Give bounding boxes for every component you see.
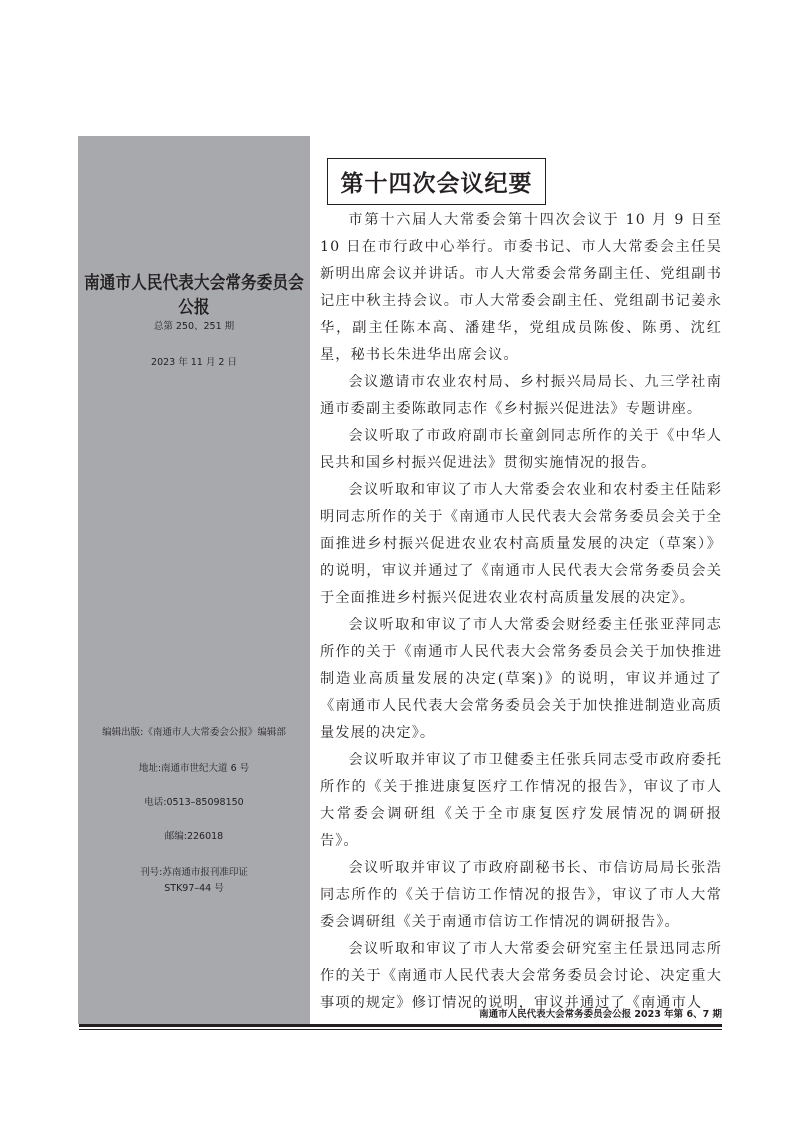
article-paragraph: 会议邀请市农业农村局、乡村振兴局局长、九三学社南通市委副主委陈敢同志作《乡村振兴促进法》专题讲座。: [320, 374, 722, 417]
colophon-editor: 编辑出版:《南通市人大常委会公报》编辑部: [102, 727, 286, 738]
running-footer: 南通市人民代表大会常务委员会公报 2023 年第 6、7 期: [479, 1009, 722, 1020]
article-title-box: [327, 158, 546, 205]
footer-rule-thick: [79, 1024, 722, 1027]
article-paragraph: 市第十六届人大常委会第十四次会议于 10 月 9 日至 10 日在市行政中心举行。市委书记、市人大常委会主任吴新明出席会议并讲话。市人大常委会常务副主任、党组副书记庄中秋主持会议。市人大常委会副主任、党组副书记姜永华，副主任陈本高、潘建华，党组成员陈俊、陈勇、沈红星，秘书长朱进华出席会议。: [320, 212, 722, 363]
article-paragraph: 会议听取和审议了市人大常委会研究室主任景迅同志所作的关于《南通市人民代表大会常务委员会讨论、决定重大事项的规定》修订情况的说明，审议并通过了《南通市人: [320, 941, 722, 1011]
article-paragraph: 会议听取了市政府副市长童剑同志所作的关于《中华人民共和国乡村振兴促进法》贯彻实施情况的报告。: [320, 428, 722, 471]
colophon-phone: 电话:0513–85098150: [144, 797, 244, 808]
colophon-permit: 刊号:苏南通市报刊准印证: [140, 867, 248, 878]
issue-date: 2023 年 11 月 2 日: [151, 357, 237, 368]
article-paragraph: 会议听取和审议了市人大常委会财经委主任张亚萍同志所作的关于《南通市人民代表大会常务委员会关于加快推进制造业高质量发展的决定(草案)》的说明，审议并通过了《南通市人民代表大会常务委员会关于加快推进制造业高质量发展的决定》。: [320, 617, 722, 741]
article-paragraph: 会议听取并审议了市卫健委主任张兵同志受市政府委托所作的《关于推进康复医疗工作情况的报告》，审议了市人大常委会调研组《关于全市康复医疗发展情况的调研报告》。: [320, 752, 722, 849]
article-paragraph: 会议听取并审议了市政府副秘书长、市信访局局长张浩同志所作的《关于信访工作情况的报告》，审议了市人大常委会调研组《关于南通市信访工作情况的调研报告》。: [320, 860, 722, 930]
article-paragraph: 会议听取和审议了市人大常委会农业和农村委主任陆彩明同志所作的关于《南通市人民代表大会常务委员会关于全面推进乡村振兴促进农业农村高质量发展的决定（草案）》的说明，审议并通过了《南通市人民代表大会常务委员会关于全面推进乡村振兴促进农业农村高质量发展的决定》。: [320, 482, 722, 606]
footer-rule-thin: [79, 1029, 722, 1030]
article-body: [320, 207, 722, 1017]
sidebar-panel: [78, 136, 310, 1024]
issue-number: 总第 250、251 期: [153, 321, 235, 332]
article-title: 第十四次会议纪要: [340, 171, 533, 197]
colophon-permit-code: STK97–44 号: [164, 883, 224, 894]
publication-title: 南通市人民代表大会常务委员会公报: [84, 272, 304, 318]
colophon-postcode: 邮编:226018: [164, 831, 224, 842]
colophon-address: 地址:南通市世纪大道 6 号: [138, 763, 250, 774]
